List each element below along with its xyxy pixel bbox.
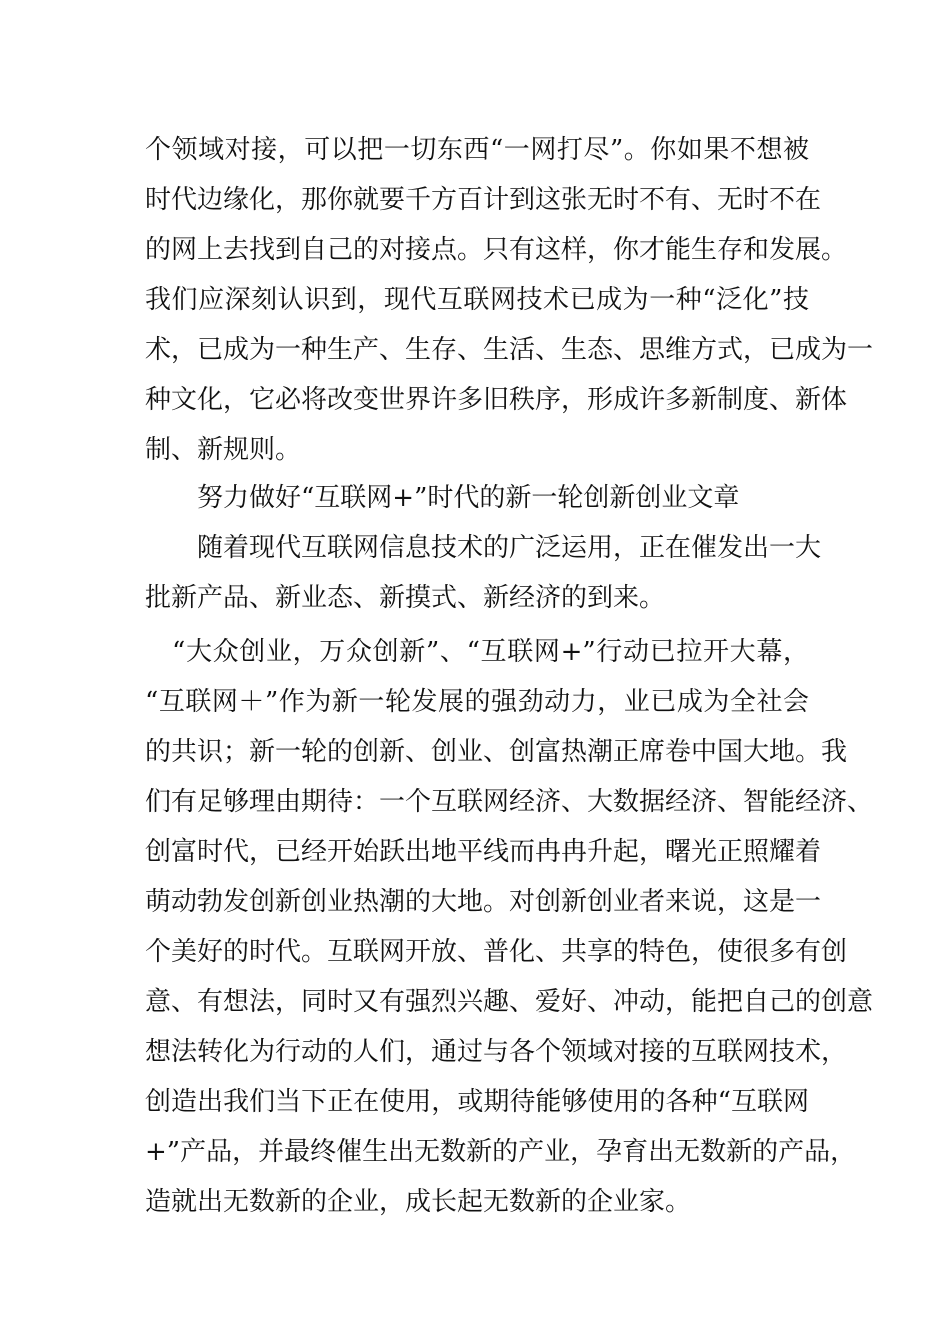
text-line: 想法转化为行动的人们，通过与各个领域对接的互联网技术， bbox=[145, 1037, 848, 1067]
text-line: 批新产品、新业态、新摸式、新经济的到来。 bbox=[145, 583, 666, 613]
text-line: 个美好的时代。互联网开放、普化、共享的特色，使很多有创 bbox=[145, 937, 848, 967]
text-line: “大众创业，万众创新”、“互联网+”行动已拉开大幕， bbox=[172, 637, 809, 667]
text-line: 术，已成为一种生产、生存、生活、生态、思维方式，已成为一 bbox=[145, 335, 874, 365]
text-line: 个领域对接，可以把一切东西“一网打尽”。你如果不想被 bbox=[145, 135, 809, 165]
text-line: 创造出我们当下正在使用，或期待能够使用的各种“互联网 bbox=[145, 1087, 809, 1117]
text-line: 随着现代互联网信息技术的广泛运用，正在催发出一大 bbox=[197, 533, 822, 563]
text-line: 们有足够理由期待：一个互联网经济、大数据经济、智能经济、 bbox=[145, 787, 874, 817]
text-line: 意、有想法，同时又有强烈兴趣、爱好、冲动，能把自己的创意 bbox=[145, 987, 874, 1017]
text-line: +”产品，并最终催生出无数新的产业，孕育出无数新的产品， bbox=[145, 1137, 857, 1167]
section-heading: 努力做好“互联网+”时代的新一轮创新创业文章 bbox=[197, 483, 740, 513]
text-line: 创富时代，已经开始跃出地平线而冉冉升起，曙光正照耀着 bbox=[145, 837, 822, 867]
text-line: 制、新规则。 bbox=[145, 435, 302, 465]
text-line: 的共识；新一轮的创新、创业、创富热潮正席卷中国大地。我 bbox=[145, 737, 848, 767]
text-line: 萌动勃发创新创业热潮的大地。对创新创业者来说，这是一 bbox=[145, 887, 822, 917]
text-line: 时代边缘化，那你就要千方百计到这张无时不有、无时不在 bbox=[145, 185, 822, 215]
text-line: 我们应深刻认识到，现代互联网技术已成为一种“泛化”技 bbox=[145, 285, 809, 315]
text-line: “互联网＋”作为新一轮发展的强劲动力，业已成为全社会 bbox=[145, 687, 809, 717]
text-line: 造就出无数新的企业，成长起无数新的企业家。 bbox=[145, 1187, 692, 1217]
text-line: 的网上去找到自己的对接点。只有这样，你才能生存和发展。 bbox=[145, 235, 848, 265]
text-line: 种文化，它必将改变世界许多旧秩序，形成许多新制度、新体 bbox=[145, 385, 848, 415]
